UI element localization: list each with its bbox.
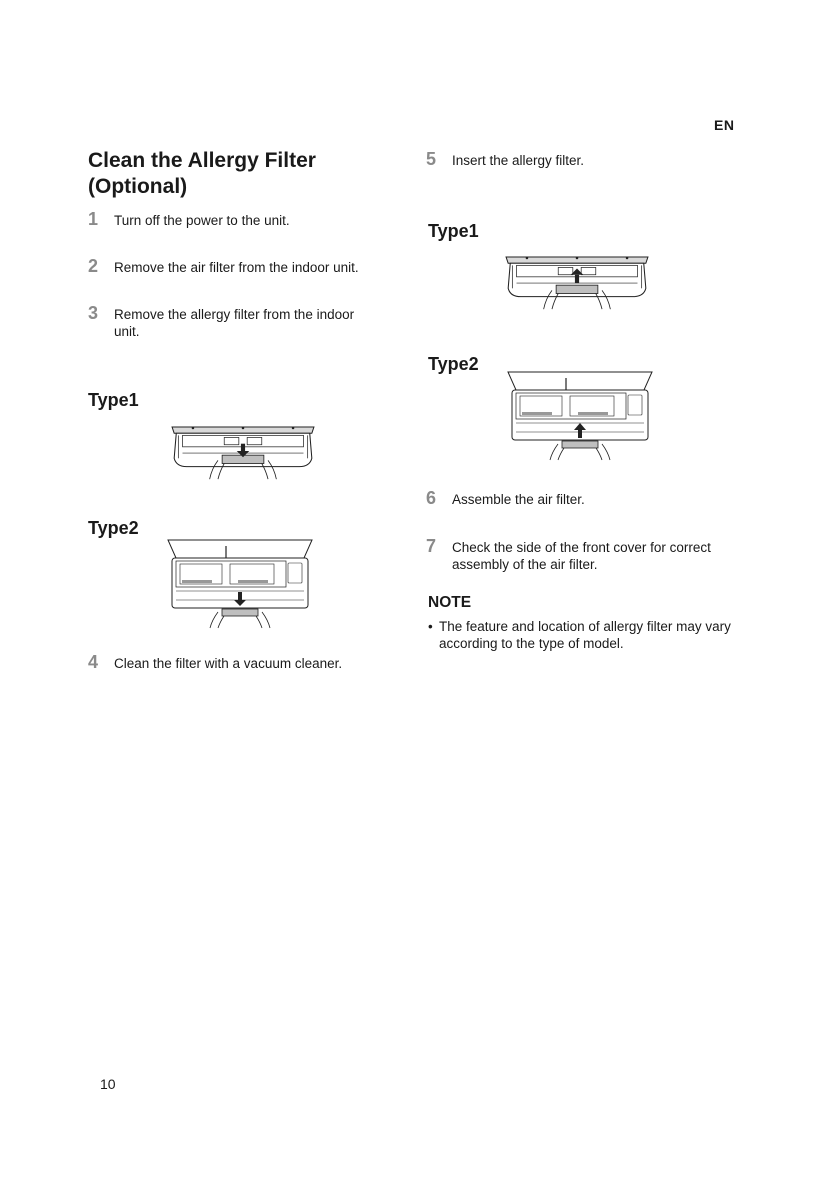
step-5 <box>426 149 736 169</box>
step-text: Assemble the air filter. <box>452 492 585 507</box>
step-7 <box>426 536 738 573</box>
type1-label-right: Type1 <box>428 221 479 241</box>
type2-removal-illustration <box>166 538 314 630</box>
step-number: 6 <box>426 488 437 508</box>
type2-label-left: Type2 <box>88 518 139 538</box>
step-text: Remove the allergy filter from the indoor unit. <box>114 307 355 339</box>
step-text: Check the side of the front cover for correct assembly of the air filter. <box>452 540 711 572</box>
step-number: 7 <box>426 536 437 556</box>
step-2 <box>88 256 378 276</box>
section-title: Clean the Allergy Filter (Optional) <box>88 149 316 198</box>
step-number: 3 <box>88 303 99 323</box>
note-text: The feature and location of allergy filter may vary according to the type of model. <box>439 619 731 651</box>
step-text: Clean the filter with a vacuum cleaner. <box>114 656 343 671</box>
bullet-icon: • <box>428 619 433 634</box>
step-number: 5 <box>426 149 437 169</box>
step-4 <box>88 652 378 672</box>
step-1 <box>88 209 378 229</box>
type1-label-left: Type1 <box>88 390 139 410</box>
note-item <box>428 618 738 652</box>
step-text: Turn off the power to the unit. <box>114 213 290 228</box>
step-number: 2 <box>88 256 99 276</box>
step-text: Remove the air filter from the indoor unit. <box>114 260 359 275</box>
step-6 <box>426 488 736 508</box>
type2-insertion-illustration <box>506 370 654 462</box>
step-3 <box>88 303 378 340</box>
type1-removal-illustration <box>170 420 316 482</box>
step-text: Insert the allergy filter. <box>452 153 585 168</box>
step-number: 4 <box>88 652 99 672</box>
step-number: 1 <box>88 209 99 229</box>
language-code: EN <box>714 117 735 133</box>
page-number: 10 <box>100 1076 116 1092</box>
type2-label-right: Type2 <box>428 354 479 374</box>
note-heading: NOTE <box>428 594 472 611</box>
type1-insertion-illustration <box>504 250 650 312</box>
